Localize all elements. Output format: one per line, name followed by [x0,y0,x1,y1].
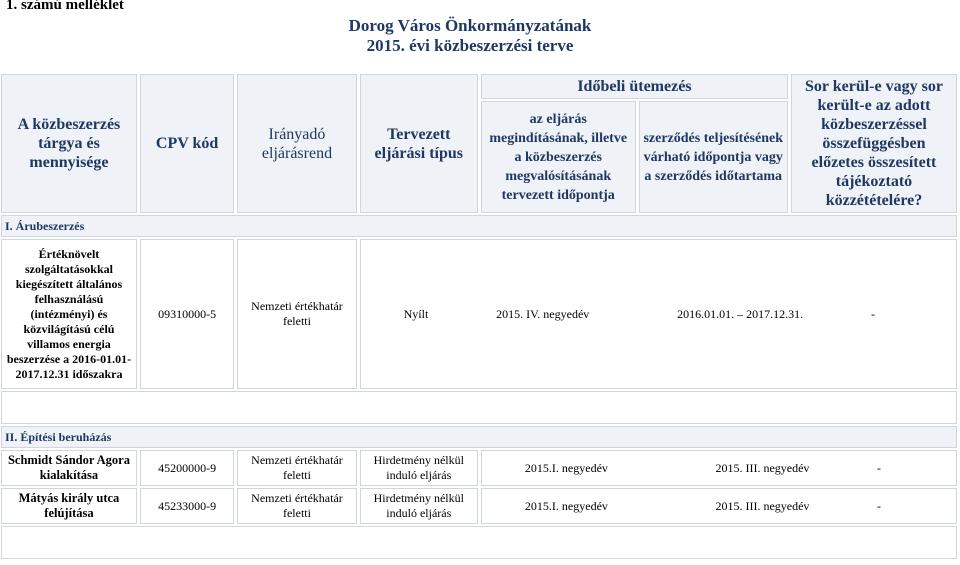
row-prior: - [877,498,881,513]
row-details [360,239,957,389]
header-subject: A közbeszerzés tárgya és mennyisége [1,74,137,213]
row-subject: Schmidt Sándor Agora kialakítása [1,450,137,486]
row-prior: - [870,306,875,321]
row-cpv: 09310000-5 [140,239,234,389]
row-details [481,488,957,524]
row-end: 2015. III. negyedév [715,498,810,513]
header-prior-info: Sor kerül-e vagy sor került-e az adott közbeszerzéssel összefüggésben előzetes összesített tájékoztató közzétételére? [791,74,957,213]
section-title: I. Árubeszerzés [1,215,957,237]
header-procedure: Irányadó eljárásrend [237,74,356,213]
spacer-row [1,526,957,559]
document-title: Dorog Város Önkormányzatának [348,16,592,35]
row-type: Nyílt [403,306,429,321]
header-timing-end: szerződés teljesítésének várható időpontja vagy a szerződés időtartama [639,101,788,213]
row-start: 2015.I. negyedév [524,460,608,475]
row-type: Hirdetmény nélkül induló eljárás [360,488,478,524]
document-subtitle: 2015. évi közbeszerzési terve [366,36,574,55]
row-cpv: 45200000-9 [140,450,234,486]
spacer-row [1,391,957,424]
row-end: 2015. III. negyedév [715,460,810,475]
row-procedure: Nemzeti értékhatár feletti [237,450,356,486]
row-start: 2015.I. negyedév [524,498,608,513]
row-end: 2016.01.01. – 2017.12.31. [677,306,804,321]
row-start: 2015. IV. negyedév [496,306,590,321]
annex-label: 1. számú melléklet [6,0,124,13]
row-subject: Értéknövelt szolgáltatásokkal kiegészített általános felhasználású (intézményi) és közvilágítású célú villamos energia beszerzése a 2016-01.01-2017.12.31 időszakra [1,239,137,389]
section-title: II. Építési beruházás [1,426,957,448]
header-timing: Időbeli ütemezés [481,74,788,99]
procurement-plan-table [0,72,960,561]
header-timing-start: az eljárás megindításának, illetve a közbeszerzés megvalósításának tervezett időpontja [481,101,636,213]
row-cpv: 45233000-9 [140,488,234,524]
row-prior: - [877,460,881,475]
header-type: Tervezett eljárási típus [360,74,478,213]
row-type: Hirdetmény nélkül induló eljárás [360,450,478,486]
row-subject: Mátyás király utca felújítása [1,488,137,524]
row-procedure: Nemzeti értékhatár feletti [237,239,356,389]
row-details [481,450,957,486]
row-procedure: Nemzeti értékhatár feletti [237,488,356,524]
header-cpv: CPV kód [140,74,234,213]
